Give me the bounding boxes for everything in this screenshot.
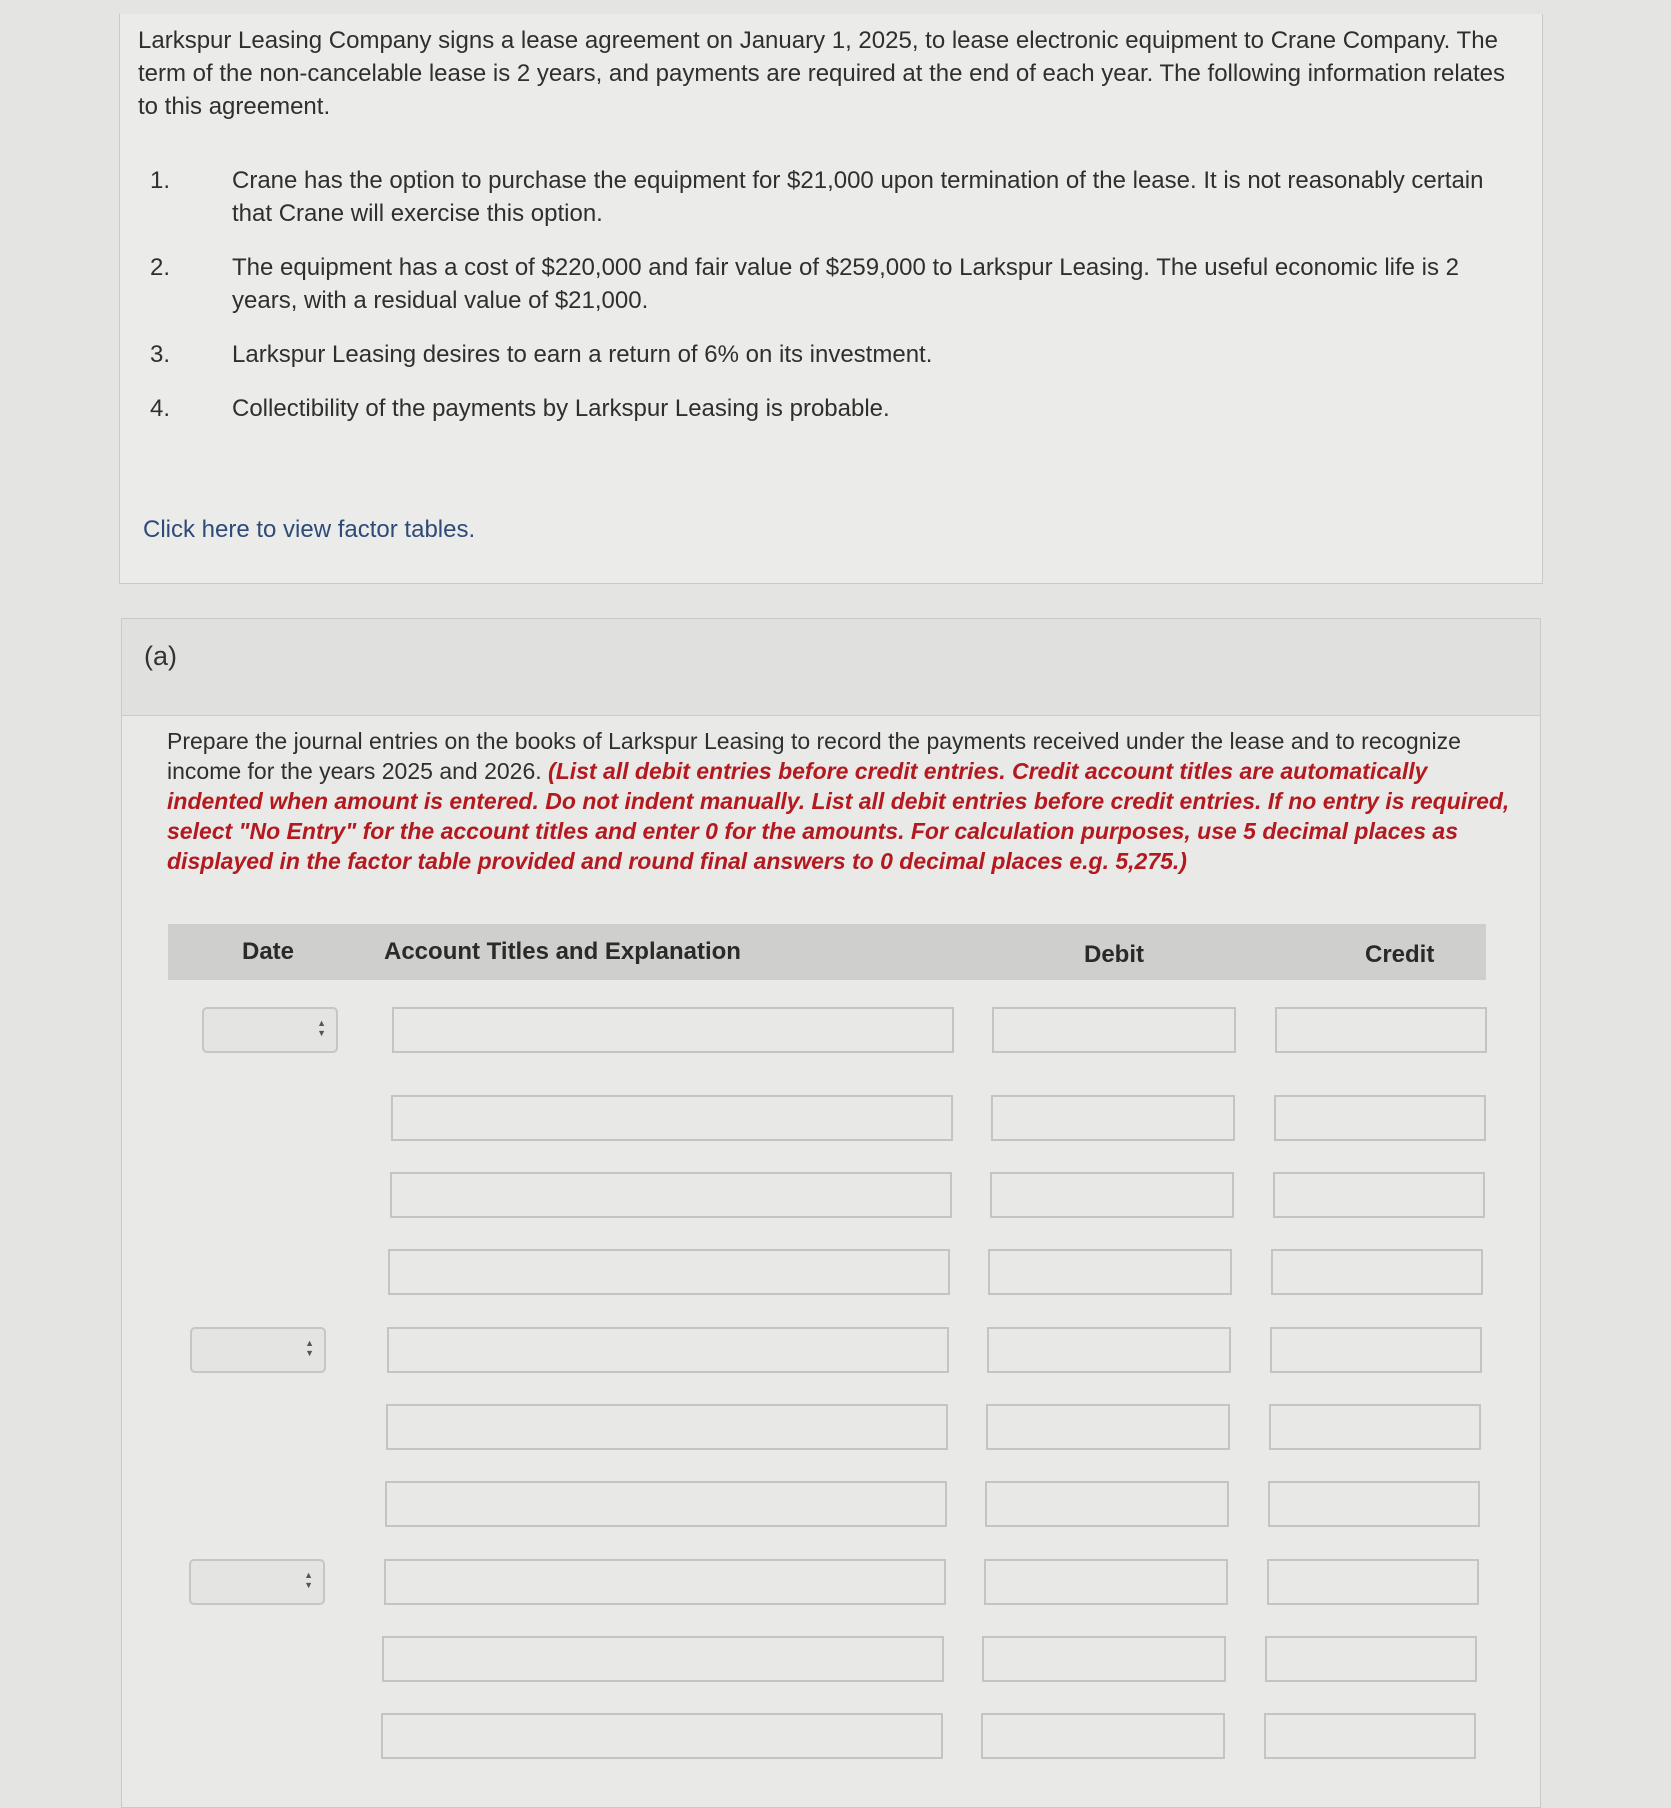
date-select[interactable]	[190, 1327, 326, 1373]
credit-input[interactable]	[1265, 1636, 1477, 1682]
journal-row	[122, 1249, 1542, 1299]
credit-input[interactable]	[1273, 1172, 1485, 1218]
account-title-input[interactable]	[381, 1713, 943, 1759]
credit-column-header: Credit	[1365, 941, 1435, 968]
select-arrows-icon: ▲ ▼	[305, 1338, 314, 1358]
credit-input[interactable]	[1275, 1007, 1487, 1053]
item-number: 2.	[150, 254, 171, 281]
debit-input[interactable]	[984, 1559, 1228, 1605]
problem-intro: Larkspur Leasing Company signs a lease agreement on January 1, 2025, to lease electronic equipment to Crane Company. The term of the non-cancelable lease is 2 years, and payments are required at the end of each year. The following information relates to this agreement.	[138, 27, 1506, 120]
problem-item	[150, 164, 1530, 230]
credit-input[interactable]	[1267, 1559, 1479, 1605]
journal-table-header	[168, 924, 1486, 980]
factor-tables-link[interactable]: Click here to view factor tables.	[143, 516, 476, 543]
debit-input[interactable]	[981, 1713, 1225, 1759]
credit-input[interactable]	[1269, 1404, 1481, 1450]
debit-input[interactable]	[992, 1007, 1236, 1053]
debit-column-header: Debit	[1084, 941, 1144, 968]
journal-row	[122, 1007, 1542, 1057]
account-title-input[interactable]	[382, 1636, 944, 1682]
credit-input[interactable]	[1270, 1327, 1482, 1373]
item-text: The equipment has a cost of $220,000 and fair value of $259,000 to Larkspur Leasing. The useful economic life is 2 years, with a residual value of $21,000.	[232, 254, 1460, 314]
journal-row	[122, 1713, 1542, 1763]
debit-input[interactable]	[987, 1327, 1231, 1373]
account-title-input[interactable]	[384, 1559, 946, 1605]
problem-item	[150, 392, 1530, 425]
credit-input[interactable]	[1271, 1249, 1483, 1295]
debit-input[interactable]	[985, 1481, 1229, 1527]
credit-input[interactable]	[1268, 1481, 1480, 1527]
debit-input[interactable]	[990, 1172, 1234, 1218]
problem-item	[150, 338, 1530, 371]
journal-row	[122, 1636, 1542, 1686]
select-arrows-icon: ▲ ▼	[317, 1018, 326, 1038]
part-a-label: (a)	[144, 641, 177, 671]
credit-input[interactable]	[1274, 1095, 1486, 1141]
journal-row	[122, 1404, 1542, 1454]
date-select[interactable]	[189, 1559, 325, 1605]
debit-input[interactable]	[986, 1404, 1230, 1450]
journal-row	[122, 1327, 1542, 1377]
item-text: Larkspur Leasing desires to earn a return of 6% on its investment.	[232, 341, 933, 368]
part-a-header	[122, 619, 1540, 716]
date-select[interactable]	[202, 1007, 338, 1053]
account-title-input[interactable]	[385, 1481, 947, 1527]
part-a-panel	[121, 618, 1541, 1808]
select-arrows-icon: ▲ ▼	[304, 1570, 313, 1590]
item-number: 3.	[150, 341, 171, 368]
account-title-input[interactable]	[387, 1327, 949, 1373]
instruction-text: Prepare the journal entries on the books of Larkspur Leasing to record the payments received under the lease and to recognize income for the years 2025 and 2026.	[167, 728, 1461, 784]
journal-row	[122, 1481, 1542, 1531]
account-title-input[interactable]	[390, 1172, 952, 1218]
item-text: Collectibility of the payments by Larkspur Leasing is probable.	[232, 395, 890, 422]
journal-row	[122, 1095, 1542, 1145]
item-text: Crane has the option to purchase the equipment for $21,000 upon termination of the lease. It is not reasonably certain that Crane will exercise this option.	[232, 167, 1484, 227]
item-number: 4.	[150, 395, 171, 422]
account-column-header: Account Titles and Explanation	[384, 938, 741, 965]
date-column-header: Date	[242, 938, 295, 965]
journal-row	[122, 1172, 1542, 1222]
instruction-emphasis: (List all debit entries before credit entries. Credit account titles are automatically indented when amount is entered. Do not indent manually. List all debit entries before credit entries. If no entry is required, select "No Entry" for the account titles and enter 0 for the amounts. For calculation purposes, use 5 decimal places as displayed in the factor table provided and round final answers to 0 decimal places e.g. 5,275.)	[167, 758, 1510, 874]
problem-items-list	[150, 164, 1530, 446]
journal-row	[122, 1559, 1542, 1609]
credit-input[interactable]	[1264, 1713, 1476, 1759]
account-title-input[interactable]	[391, 1095, 953, 1141]
account-title-input[interactable]	[388, 1249, 950, 1295]
debit-input[interactable]	[988, 1249, 1232, 1295]
account-title-input[interactable]	[386, 1404, 948, 1450]
account-title-input[interactable]	[392, 1007, 954, 1053]
problem-item	[150, 251, 1530, 317]
part-a-instructions	[167, 726, 1517, 876]
debit-input[interactable]	[991, 1095, 1235, 1141]
debit-input[interactable]	[982, 1636, 1226, 1682]
item-number: 1.	[150, 167, 171, 194]
problem-card	[119, 14, 1543, 584]
